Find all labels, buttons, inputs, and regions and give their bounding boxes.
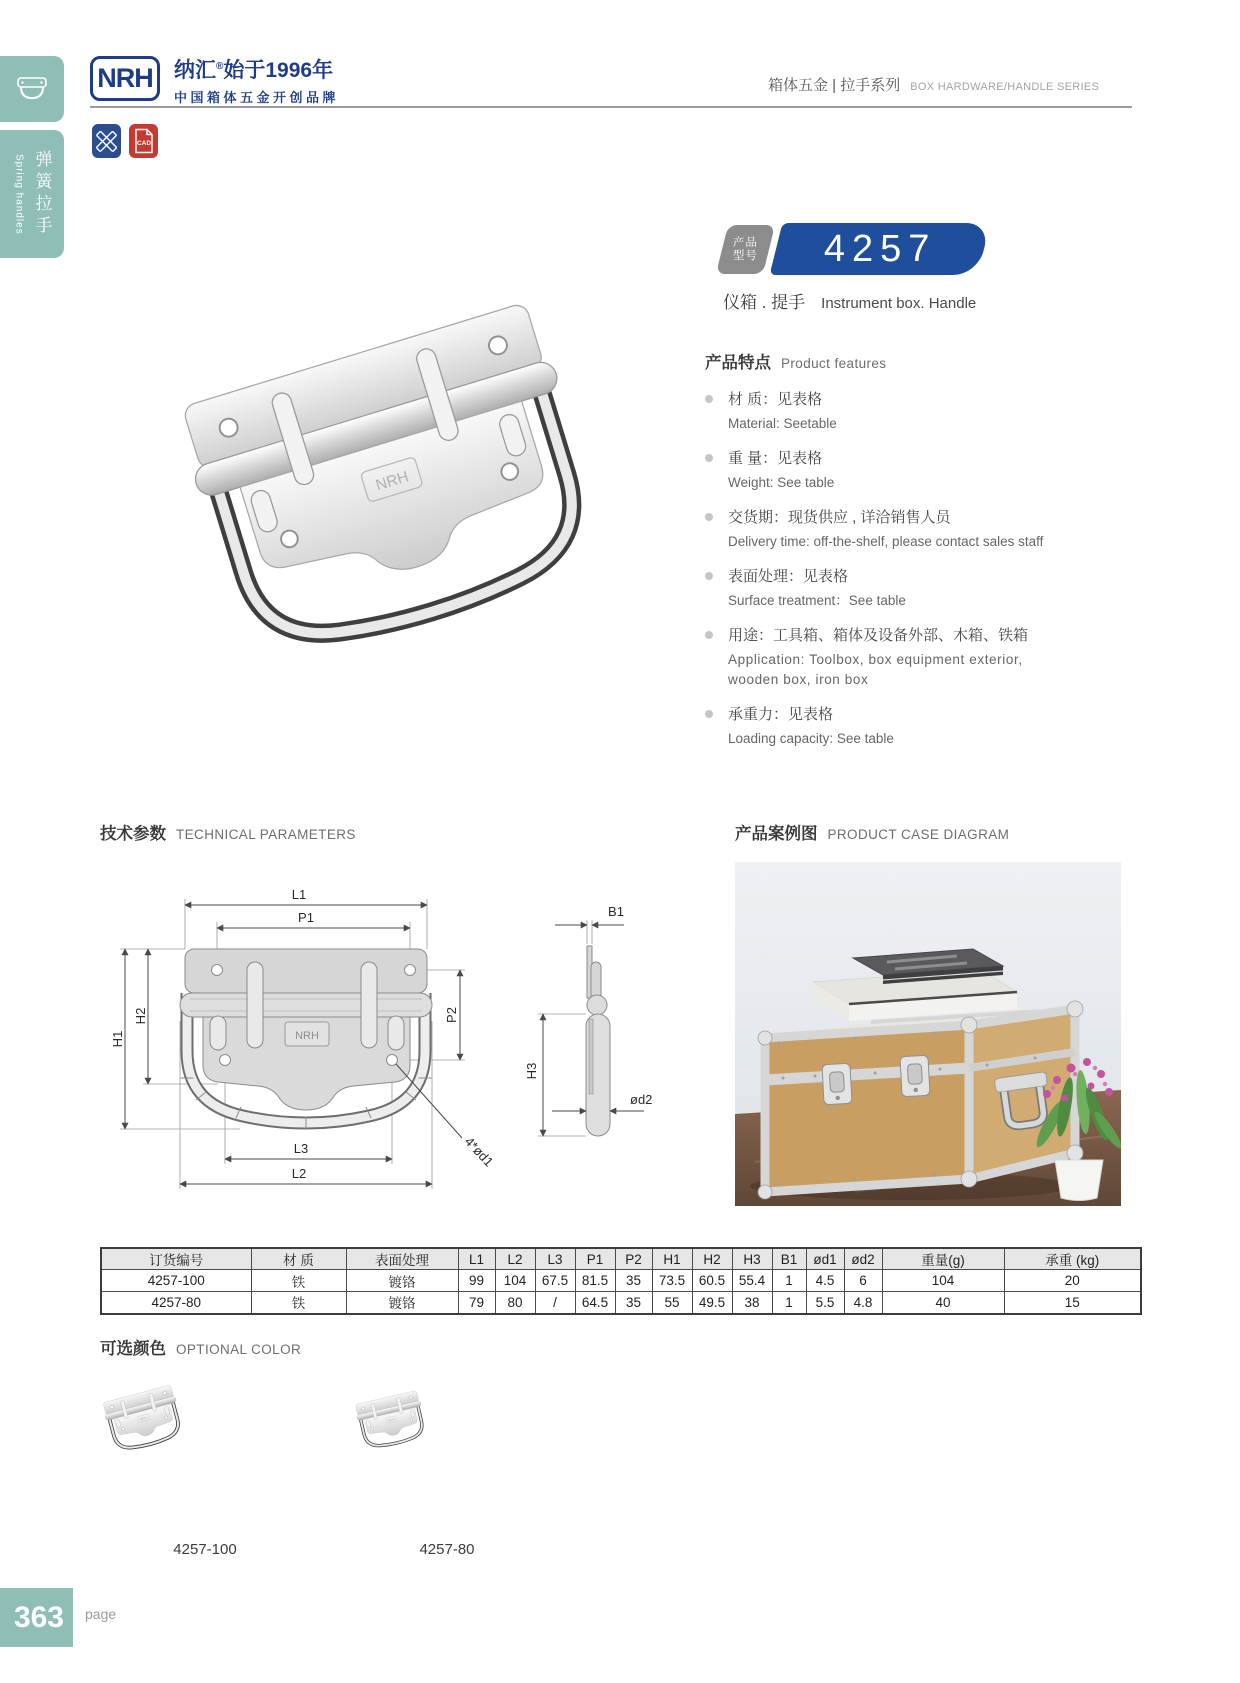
model-number: 4257: [823, 227, 937, 270]
col-header: L1: [458, 1248, 495, 1270]
cell: 35: [615, 1292, 652, 1314]
feature-item: [705, 566, 1165, 610]
cell: 15: [1004, 1292, 1141, 1314]
nrh-logo: [90, 56, 160, 101]
brand-slogan: 纳汇®始于1996年: [174, 59, 334, 82]
bullet-icon: [705, 572, 713, 580]
cell: 铁: [251, 1292, 346, 1314]
page-label: page: [85, 1606, 117, 1622]
cell: 104: [882, 1270, 1004, 1292]
dim-p2: P2: [444, 1007, 459, 1023]
feature-en: Delivery time: off-the-shelf, please contact sales staff: [728, 534, 1044, 549]
col-header: H2: [692, 1248, 732, 1270]
product-name-en: Instrument box. Handle: [821, 295, 977, 312]
col-header: 重量(g): [882, 1248, 1004, 1270]
case-heading-cn: 产品案例图: [735, 825, 818, 843]
optional-item: [100, 1368, 310, 1558]
optional-photo: [342, 1372, 552, 1532]
dim-h3: H3: [524, 1062, 539, 1080]
optional-item: [342, 1372, 552, 1558]
bullet-icon: [705, 454, 713, 462]
features-section: [705, 349, 1165, 763]
col-header: L2: [495, 1248, 535, 1270]
cell: 镀铬: [346, 1270, 458, 1292]
cad-file-icon[interactable]: [129, 124, 158, 158]
svg-text:CAD: CAD: [136, 140, 151, 147]
registered-mark-icon: ®: [216, 61, 224, 72]
feature-en: wooden box, iron box: [728, 672, 869, 687]
technical-heading-cn: 技术参数: [100, 825, 166, 843]
optional-heading: [100, 1335, 301, 1359]
product-name: [723, 288, 976, 313]
cad-document-icon: [133, 128, 155, 154]
col-header: P1: [575, 1248, 615, 1270]
cell: 55: [652, 1292, 692, 1314]
series-title-en: BOX HARDWARE/HANDLE SERIES: [910, 81, 1100, 93]
table-row: [101, 1270, 1141, 1292]
cell: /: [535, 1292, 575, 1314]
cell: 79: [458, 1292, 495, 1314]
sidebar-category-en: Spring handles: [13, 153, 25, 235]
table-header-row: [101, 1248, 1141, 1270]
case-heading-en: PRODUCT CASE DIAGRAM: [827, 827, 1010, 842]
cell: 104: [495, 1270, 535, 1292]
bullet-icon: [705, 710, 713, 718]
dim-h1: H1: [110, 1030, 125, 1048]
cell: 81.5: [575, 1270, 615, 1292]
cell: 4.8: [844, 1292, 882, 1314]
dim-p1: P1: [298, 910, 314, 925]
feature-cn: 承重力：见表格: [728, 706, 834, 723]
feature-item: [705, 389, 1165, 433]
feature-en: Material: Seetable: [728, 416, 837, 431]
cell: 80: [495, 1292, 535, 1314]
feature-cn: 重 量：见表格: [728, 450, 823, 467]
feature-item: [705, 507, 1165, 551]
dim-l2: L2: [291, 1166, 307, 1181]
col-header: H1: [652, 1248, 692, 1270]
header-divider: [90, 106, 1132, 108]
feature-en: Surface treatment：See table: [728, 593, 906, 608]
col-header: ød2: [844, 1248, 882, 1270]
spec-table: [100, 1247, 1142, 1315]
cell: 40: [882, 1292, 1004, 1314]
feature-cn: 交货期：现货供应 , 详洽销售人员: [728, 509, 951, 526]
optional-label: 4257-100: [173, 1541, 237, 1558]
brand-block: [174, 54, 339, 106]
technical-drawing: [100, 846, 680, 1251]
col-header: B1: [772, 1248, 806, 1270]
page-number-badge: [0, 1588, 73, 1647]
features-title-en: Product features: [781, 356, 887, 371]
cell: 4.5: [806, 1270, 844, 1292]
nrh-logo-text: NRH: [97, 63, 153, 93]
cell: 64.5: [575, 1292, 615, 1314]
cell: 60.5: [692, 1270, 732, 1292]
sidebar-category-tab[interactable]: [0, 130, 64, 258]
optional-photo: [100, 1368, 310, 1532]
product-photo: [110, 258, 590, 663]
dim-d1: 4*ød1: [461, 1133, 497, 1170]
brand-subtitle: 中国箱体五金开创品牌: [174, 90, 340, 105]
col-header: 订货编号: [101, 1248, 251, 1270]
cell: 铁: [251, 1270, 346, 1292]
technical-heading: [100, 820, 356, 844]
bullet-icon: [705, 631, 713, 639]
optional-heading-en: OPTIONAL COLOR: [176, 1342, 302, 1357]
dim-l1: L1: [291, 887, 307, 902]
sidebar-category-icon-box: [0, 56, 64, 122]
cell: 67.5: [535, 1270, 575, 1292]
optional-heading-cn: 可选颜色: [100, 1340, 166, 1358]
col-header: 表面处理: [346, 1248, 458, 1270]
cell: 4257-100: [101, 1270, 251, 1292]
cell: 镀铬: [346, 1292, 458, 1314]
optional-label: 4257-80: [419, 1541, 475, 1558]
product-name-cn: 仪箱 . 提手: [723, 293, 806, 312]
cell: 6: [844, 1270, 882, 1292]
model-tag: 产品 型号: [716, 225, 775, 274]
series-title-cn: 箱体五金 | 拉手系列: [768, 77, 901, 94]
cell: 5.5: [806, 1292, 844, 1314]
feature-cn: 表面处理：见表格: [728, 568, 849, 585]
page-number: 363: [13, 1601, 64, 1634]
series-header: [768, 74, 1099, 95]
cell: 35: [615, 1270, 652, 1292]
col-header: H3: [732, 1248, 772, 1270]
cell: 1: [772, 1292, 806, 1314]
col-header: P2: [615, 1248, 652, 1270]
technical-heading-en: TECHNICAL PARAMETERS: [176, 827, 356, 842]
dim-b1: B1: [608, 904, 624, 919]
feature-en: Application: Toolbox, box equipment exterior,: [728, 652, 1023, 667]
col-header: L3: [535, 1248, 575, 1270]
dim-d2: ød2: [630, 1092, 653, 1107]
pencil-ruler-icon: [96, 131, 117, 152]
table-row: [101, 1292, 1141, 1314]
cell: 99: [458, 1270, 495, 1292]
model-banner: [770, 223, 991, 275]
cell: 55.4: [732, 1270, 772, 1292]
feature-en: Weight: See table: [728, 475, 835, 490]
col-header: ød1: [806, 1248, 844, 1270]
features-title: [705, 349, 1165, 373]
feature-item: [705, 625, 1165, 689]
col-header: 承重 (kg): [1004, 1248, 1141, 1270]
bullet-icon: [705, 395, 713, 403]
bullet-icon: [705, 513, 713, 521]
dim-h2: H2: [133, 1007, 148, 1025]
cell: 4257-80: [101, 1292, 251, 1314]
feature-item: [705, 448, 1165, 492]
svg-text:NRH: NRH: [295, 1030, 319, 1042]
design-3d-icon[interactable]: [92, 124, 121, 158]
feature-cn: 材 质：见表格: [728, 391, 823, 408]
feature-item: [705, 704, 1165, 748]
features-title-cn: 产品特点: [705, 354, 771, 372]
case-heading: [735, 820, 1009, 844]
cell: 73.5: [652, 1270, 692, 1292]
cell: 1: [772, 1270, 806, 1292]
dim-l3: L3: [293, 1141, 309, 1156]
cell: 49.5: [692, 1292, 732, 1314]
feature-cn: 用途：工具箱、箱体及设备外部、木箱、铁箱: [728, 627, 1029, 644]
sidebar-category-cn: 弹簧拉手: [32, 150, 52, 238]
cell: 38: [732, 1292, 772, 1314]
col-header: 材 质: [251, 1248, 346, 1270]
case-photo: [735, 862, 1121, 1211]
handle-icon: [13, 74, 51, 104]
feature-en: Loading capacity: See table: [728, 731, 894, 746]
cell: 20: [1004, 1270, 1141, 1292]
